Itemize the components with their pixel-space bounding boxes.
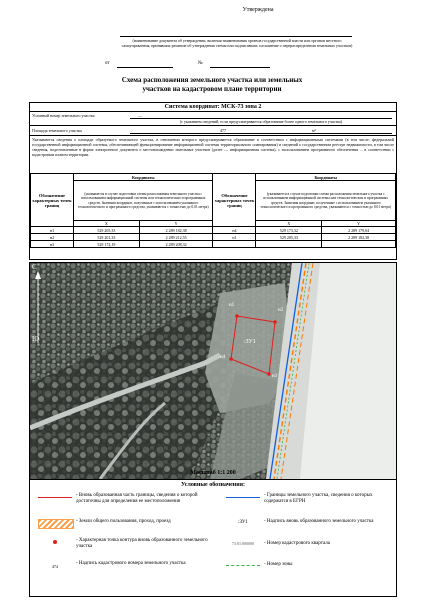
legend [29,479,397,597]
y-left-0: 2 289 182,38 [139,227,213,234]
coordinates-block [29,102,397,260]
approval-title: Утверждена [242,7,274,13]
legend-zone-line [226,565,260,566]
pt-left-1: н2 [31,234,74,241]
coords-header-left: Координаты [74,174,213,181]
area-label: Площадь земельного участка [32,128,82,133]
legend-title: Условные обозначения: [181,482,245,488]
date-prefix: от [105,61,110,66]
north-label: С [32,263,37,271]
legend-item-5: - Номер кадастрового квартала [264,541,330,546]
y-label-right: Y [322,221,396,227]
legend-sample-quarter: 73:01:000000 [231,541,255,546]
coords-header-right: Координаты [256,174,396,181]
designation-right: Обозначение характерных точек границ [213,174,256,227]
pt-left-0: н1 [31,227,74,234]
legend-item-7: - Номер зоны [264,562,293,567]
method-note-left: (указывается в случае подготовки схемы расположения земельного участка с использованием информационной системы или технологических и программных средств. Значения координат, полученные с использованием указанного технологического и программного средства, указываются с точностью до 0,01 метра) [74,181,213,221]
point-label-n2: н2 [278,308,284,313]
method-note-right: (указывается в случае подготовки схемы расположения земельного участка с использованием информационной системы или технологических и программных средств. Значения координат, полученные с использованием указанного технологического и программного средства, указываются с точностью до 0,01 метра) [256,181,396,221]
point-label-n3: н3 [272,374,278,379]
legend-item-3: - Надпись вновь образованного земельного участка [264,519,374,524]
approval-note: (наименование документа об утверждении, включая наименования органов государственной власти или органов местного самоуправления, принявших решение об утверждении схемы или подписавших соглашение о перераспределении земельных участков) [121,38,353,48]
x-right-0: 529 173,32 [256,227,322,234]
cadastral-note: (с указанием сведений, если предусматривается образование более одного земельного участка) [179,119,343,124]
point-label-n1: н1 [229,303,235,308]
y-right-1: 2 289 182,38 [322,234,396,241]
parcel-label: :ЗУ1 [244,339,256,345]
doc-title-2: участков на кадастровом плане территории [142,85,282,93]
cadastral-value: — [138,113,142,118]
aerial-map[interactable] [29,262,397,480]
coordinates-table [30,173,396,248]
x-left-1: 529 201,33 [74,234,140,241]
pt-right-0: н4 [213,227,256,234]
cadastral-label: Условный номер земельного участка [32,113,95,118]
y-left-1: 2 289 212,55 [139,234,213,241]
x-label-right: X [256,221,322,227]
legend-item-2: - Земли общего пользования, проход, проезд [76,519,171,524]
x-right-1: 529 205,33 [256,234,322,241]
pt-right-1: н1 [213,234,256,241]
south-label: Ю [32,335,40,343]
legend-item-6: - Надпись кадастрового номера земельного участка [76,561,186,566]
legend-red-line [38,497,72,498]
x-left-0: 529 205,33 [74,227,140,234]
legend-sample-cadnum: 474 [52,564,58,569]
legend-sample-zu1: :ЗУ1 [238,520,248,525]
info-paragraph: Указываются сведения о площади образуемого земельного участка, в отношении которого предусматривается образование в соответствии с информационными системами (в том числе, федеральной государственной информационной системы, обеспечивающей функционирование информационной системы территориального планирования) и сведений о государственном реестре недвижимости, в том числе сведения, подготовленные в форме электронного документа о местонахождении земельных участков (далее — информационная система), с использованием программного обеспечения ... в соответствии с кадастровым планом территории. [32,137,394,157]
designation-left: Обозначение характерных точек границ [31,174,74,227]
legend-public-lands [38,519,74,529]
area-value: 477 [220,128,226,133]
number-prefix: № [198,61,203,66]
y-label-left: Y [139,221,213,227]
legend-item-0: - Вновь образованная часть границы, сведения о которой достаточны для определения ее местоположения [76,493,198,504]
legend-point-icon [53,540,57,544]
legend-blue-line [226,497,260,498]
x-left-2: 529 172,19 [74,241,140,248]
area-unit: м² [312,128,316,133]
y-left-2: 2 289 208,32 [139,241,213,248]
legend-item-1: - Границы земельного участка, сведения о которых содержатся в ЕГРН [264,493,373,504]
pt-left-2: н3 [31,241,74,248]
map-scale: Масштаб 1:1 200 [190,470,236,476]
y-right-0: 2 289 179,04 [322,227,396,234]
x-label-left: X [74,221,140,227]
legend-item-4: - Характерная точка контура вновь образованного земельного участка [76,538,208,549]
coord-system: Система координат: МСК-73 зона 2 [30,103,396,112]
point-label-n4: н4 [220,355,226,360]
doc-title-1: Схема расположения земельного участка или земельных [121,76,303,84]
